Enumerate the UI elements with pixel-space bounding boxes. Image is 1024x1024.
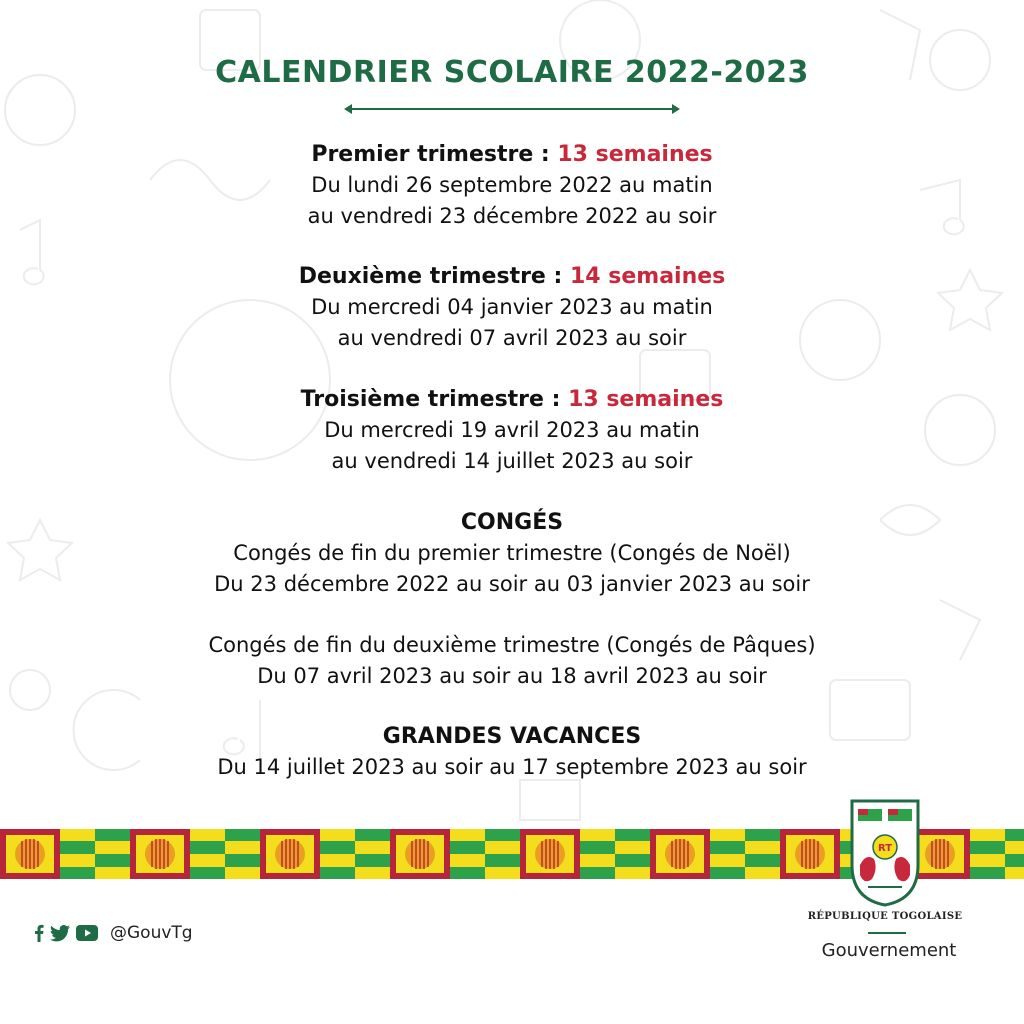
- trimester-3-weeks: 13 semaines: [568, 387, 724, 412]
- trimester-2: [0, 262, 1024, 354]
- togo-coat-of-arms-icon: [846, 795, 924, 907]
- vacances-dates: Du 14 juillet 2023 au soir au 17 septembre 2023 au soir: [217, 755, 807, 779]
- trimester-3-heading: [0, 385, 1024, 415]
- emblem-initials: RT: [877, 843, 893, 854]
- trimester-3: [0, 385, 1024, 477]
- social-links: [34, 920, 193, 946]
- social-handle[interactable]: @GouvTg: [110, 923, 193, 943]
- conges-heading: CONGÉS: [460, 510, 564, 535]
- trimester-1-weeks: 13 semaines: [557, 142, 713, 167]
- trimester-1-heading: [0, 140, 1024, 170]
- conges-noel-dates: Du 23 décembre 2022 au soir au 03 janvier 2023 au soir: [214, 572, 810, 596]
- conges-noel-title: Congés de fin du premier trimestre (Congés de Noël): [233, 541, 791, 565]
- conges-section: [0, 508, 1024, 600]
- trimester-2-heading: [0, 262, 1024, 292]
- trimester-3-end: au vendredi 14 juillet 2023 au soir: [331, 449, 693, 473]
- trimester-1-end: au vendredi 23 décembre 2022 au soir: [307, 204, 717, 228]
- trimester-1-label: Premier trimestre :: [311, 142, 558, 167]
- facebook-icon[interactable]: [34, 924, 44, 942]
- republic-divider: [868, 932, 906, 934]
- trimester-2-end: au vendredi 07 avril 2023 au soir: [337, 326, 687, 350]
- title-divider: [344, 102, 680, 116]
- trimester-2-weeks: 14 semaines: [569, 264, 726, 289]
- page-title: CALENDRIER SCOLAIRE 2022-2023: [215, 55, 809, 90]
- trimester-3-start: Du mercredi 19 avril 2023 au matin: [324, 418, 700, 442]
- trimester-2-label: Deuxième trimestre :: [298, 264, 570, 289]
- trimester-1: [0, 140, 1024, 232]
- vacances-section: [0, 722, 1024, 783]
- republic-name: RÉPUBLIQUE TOGOLAISE: [807, 911, 963, 922]
- youtube-icon[interactable]: [76, 925, 98, 941]
- trimester-1-start: Du lundi 26 septembre 2022 au matin: [311, 173, 713, 197]
- government-label: Gouvernement: [821, 940, 957, 961]
- conges-paques-title: Congés de fin du deuxième trimestre (Congés de Pâques): [208, 633, 816, 657]
- conges-paques-dates: Du 07 avril 2023 au soir au 18 avril 2023 au soir: [257, 664, 767, 688]
- conges-paques: [0, 630, 1024, 692]
- vacances-heading: GRANDES VACANCES: [382, 724, 642, 749]
- trimester-2-start: Du mercredi 04 janvier 2023 au matin: [311, 295, 713, 319]
- trimester-3-label: Troisième trimestre :: [300, 387, 569, 412]
- twitter-icon[interactable]: [50, 925, 70, 942]
